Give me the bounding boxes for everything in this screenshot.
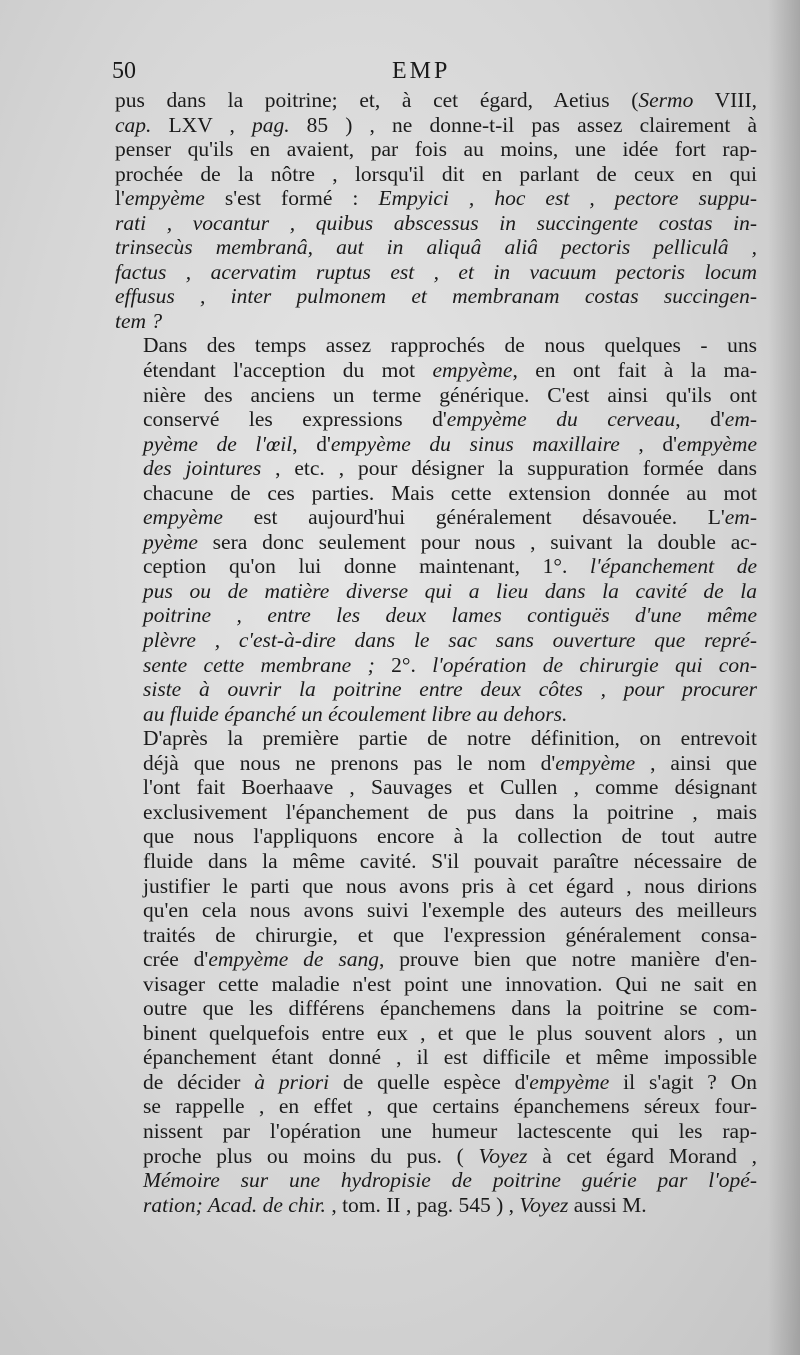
italic-run: em- bbox=[724, 505, 757, 530]
text-line bbox=[115, 1193, 757, 1218]
text-run: LXV , bbox=[151, 112, 252, 137]
text-run: , tom. II , pag. 545 ) , bbox=[325, 1192, 520, 1217]
text-run: penser qu'ils en avaient, par fois au moins, une idée fort rap- bbox=[115, 137, 757, 162]
text-run: sera donc seulement pour nous , suivant la double ac- bbox=[197, 529, 757, 554]
text-run: conservé les expressions d' bbox=[143, 407, 447, 432]
text-line bbox=[115, 1070, 757, 1095]
text-run: justifier le parti que nous avons pris à cet égard , nous dirions bbox=[143, 873, 757, 898]
italic-run: empyème de sang bbox=[208, 947, 379, 972]
text-line bbox=[115, 113, 757, 138]
text-line bbox=[115, 1045, 757, 1070]
text-run: ception qu'on lui donne maintenant, 1°. bbox=[143, 554, 591, 579]
text-line bbox=[115, 849, 757, 874]
italic-run: empyème bbox=[124, 186, 205, 211]
italic-run: effusus , inter pulmonem et membranam costas succingen- bbox=[115, 284, 757, 309]
text-line bbox=[115, 603, 757, 628]
text-line bbox=[115, 726, 757, 751]
italic-run: empyème bbox=[432, 358, 513, 383]
italic-run: Mémoire sur une hydropisie de poitrine guérie par l'opé- bbox=[143, 1168, 757, 1193]
text-run: nissent par l'opération une humeur lactescente qui les rap- bbox=[143, 1118, 757, 1143]
italic-run: sente cette membrane ; bbox=[143, 652, 392, 677]
text-line bbox=[115, 530, 757, 555]
text-line bbox=[115, 1021, 757, 1046]
text-line bbox=[115, 898, 757, 923]
italic-run: plèvre , c'est-à-dire dans le sac sans ouverture que repré- bbox=[143, 628, 757, 653]
text-line bbox=[115, 186, 757, 211]
text-line bbox=[115, 284, 757, 309]
text-run: binent quelquefois entre eux , et que le plus souvent alors , un bbox=[143, 1020, 757, 1045]
text-line bbox=[115, 88, 757, 113]
text-run: , d' bbox=[675, 407, 725, 432]
text-run: l' bbox=[115, 186, 125, 211]
italic-run: trinsecùs membranâ, aut in aliquâ aliâ pectoris pelliculâ , bbox=[115, 235, 757, 260]
italic-run: ration; Acad. de chir. bbox=[143, 1192, 326, 1217]
text-line bbox=[115, 1119, 757, 1144]
text-line bbox=[115, 947, 757, 972]
text-run: de décider bbox=[143, 1069, 255, 1094]
text-line bbox=[115, 554, 757, 579]
text-line bbox=[115, 481, 757, 506]
text-run: outre que les différens épanchemens dans la poitrine se com- bbox=[143, 996, 757, 1021]
italic-run: empyème bbox=[143, 505, 223, 530]
running-head bbox=[112, 58, 762, 90]
header-word: EMP bbox=[392, 58, 451, 84]
text-run: il s'agit ? On bbox=[609, 1069, 757, 1094]
italic-run: empyème bbox=[555, 750, 636, 775]
italic-run: Sermo bbox=[638, 88, 694, 112]
italic-run: pus ou de matière diverse qui a lieu dans la cavité de la bbox=[143, 578, 757, 603]
text-line bbox=[115, 1094, 757, 1119]
text-run: aussi M. bbox=[568, 1192, 647, 1217]
text-line bbox=[115, 824, 757, 849]
text-run: qu'en cela nous avons suivi l'exemple des auteurs des meilleurs bbox=[143, 898, 757, 923]
text-run: chacune de ces parties. Mais cette extension donnée au mot bbox=[143, 480, 757, 505]
italic-run: des jointures bbox=[143, 456, 262, 481]
paragraph bbox=[115, 726, 757, 1217]
text-line bbox=[115, 137, 757, 162]
italic-run: cap. bbox=[115, 112, 152, 137]
text-line bbox=[115, 702, 757, 727]
text-run: étendant l'acception du mot bbox=[143, 358, 433, 383]
text-line bbox=[115, 653, 757, 678]
text-run: pus dans la poitrine; et, à cet égard, Aetius ( bbox=[115, 88, 639, 112]
italic-run: Voyez bbox=[478, 1143, 528, 1168]
text-run: déjà que nous ne prenons pas le nom d' bbox=[143, 750, 556, 775]
body-text bbox=[115, 88, 757, 1217]
italic-run: pyème bbox=[143, 529, 198, 554]
italic-run: pyème de l'œil bbox=[143, 431, 293, 456]
text-run: traités de chirurgie, et que l'expression généralement consa- bbox=[143, 922, 757, 947]
text-line bbox=[115, 309, 757, 334]
text-run: crée d' bbox=[143, 947, 209, 972]
italic-run: em- bbox=[724, 407, 758, 432]
italic-run: Voyez bbox=[519, 1192, 569, 1217]
italic-run: tem ? bbox=[115, 308, 163, 333]
text-line bbox=[115, 1144, 757, 1169]
italic-run: empyème bbox=[529, 1069, 610, 1094]
text-run: proche plus ou moins du pus. ( bbox=[143, 1143, 479, 1168]
text-run: 2°. bbox=[391, 652, 433, 677]
text-run: VIII, bbox=[693, 88, 757, 112]
text-line bbox=[115, 972, 757, 997]
page-number: 50 bbox=[112, 58, 136, 84]
italic-run: siste à ouvrir la poitrine entre deux côtes , pour procurer bbox=[143, 677, 757, 702]
text-run: 85 ) , ne donne-t-il pas assez clairement à bbox=[289, 112, 757, 137]
text-line bbox=[115, 751, 757, 776]
text-line bbox=[115, 383, 757, 408]
italic-run: pag. bbox=[251, 112, 290, 137]
text-line bbox=[115, 800, 757, 825]
text-line bbox=[115, 211, 757, 236]
text-line bbox=[115, 579, 757, 604]
text-line bbox=[115, 923, 757, 948]
italic-run: au fluide épanché un écoulement libre au dehors. bbox=[143, 701, 568, 726]
text-run: s'est formé : bbox=[204, 186, 379, 211]
text-line bbox=[115, 407, 757, 432]
text-run: , ainsi que bbox=[635, 750, 757, 775]
text-line bbox=[115, 505, 757, 530]
text-run: l'ont fait Boerhaave , Sauvages et Cullen , comme désignant bbox=[143, 775, 757, 800]
text-line bbox=[115, 1168, 757, 1193]
italic-run: empyème bbox=[677, 431, 757, 456]
text-line bbox=[115, 358, 757, 383]
italic-run: empyème du sinus maxillaire bbox=[330, 431, 620, 456]
text-line bbox=[115, 162, 757, 187]
text-line bbox=[115, 235, 757, 260]
text-line bbox=[115, 874, 757, 899]
text-run: exclusivement l'épanchement de pus dans la poitrine , mais bbox=[143, 799, 757, 824]
italic-run: empyème du cerveau bbox=[446, 407, 676, 432]
text-run: fluide dans la même cavité. S'il pouvait paraître nécessaire de bbox=[143, 848, 757, 873]
text-run: Dans des temps assez rapprochés de nous quelques - uns bbox=[143, 333, 757, 358]
text-run: , etc. , pour désigner la suppuration formée dans bbox=[261, 456, 757, 481]
text-run: à cet égard Morand , bbox=[527, 1143, 757, 1168]
text-line bbox=[115, 456, 757, 481]
text-run: que nous l'appliquons encore à la collection de tout autre bbox=[143, 824, 757, 849]
text-line bbox=[115, 775, 757, 800]
paragraph bbox=[115, 333, 757, 726]
text-line bbox=[115, 996, 757, 1021]
text-run: , prouve bien que notre manière d'en- bbox=[379, 947, 757, 972]
text-run: visager cette maladie n'est point une innovation. Qui ne sait en bbox=[143, 971, 757, 996]
text-run: D'après la première partie de notre définition, on entrevoit bbox=[143, 726, 757, 751]
text-run: prochée de la nôtre , lorsqu'il dit en parlant de ceux en qui bbox=[115, 161, 757, 186]
text-run: nière des anciens un terme générique. C'est ainsi qu'ils ont bbox=[143, 382, 757, 407]
italic-run: poitrine , entre les deux lames contiguës d'une même bbox=[143, 603, 757, 628]
italic-run: à priori bbox=[254, 1069, 330, 1094]
page-gutter-shadow bbox=[768, 0, 800, 1355]
text-run: se rappelle , en effet , que certains épanchemens séreux four- bbox=[143, 1094, 757, 1119]
paragraph bbox=[115, 88, 757, 333]
text-run: , d' bbox=[292, 431, 331, 456]
italic-run: rati , vocantur , quibus abscessus in succingente costas in- bbox=[115, 210, 757, 235]
text-line bbox=[115, 628, 757, 653]
text-run: est aujourd'hui généralement désavouée. L' bbox=[222, 505, 725, 530]
italic-run: l'opération de chirurgie qui con- bbox=[432, 652, 757, 677]
text-line bbox=[115, 432, 757, 457]
text-run: , en ont fait à la ma- bbox=[512, 358, 757, 383]
text-line bbox=[115, 677, 757, 702]
text-run: de quelle espèce d' bbox=[329, 1069, 530, 1094]
text-line bbox=[115, 260, 757, 285]
italic-run: factus , acervatim ruptus est , et in vacuum pectoris locum bbox=[115, 259, 757, 284]
italic-run: Empyici , hoc est , pectore suppu- bbox=[378, 186, 757, 211]
text-line bbox=[115, 333, 757, 358]
italic-run: l'épanchement de bbox=[590, 554, 758, 579]
text-run: épanchement étant donné , il est difficile et même impossible bbox=[143, 1045, 757, 1070]
text-run: , d' bbox=[619, 431, 678, 456]
